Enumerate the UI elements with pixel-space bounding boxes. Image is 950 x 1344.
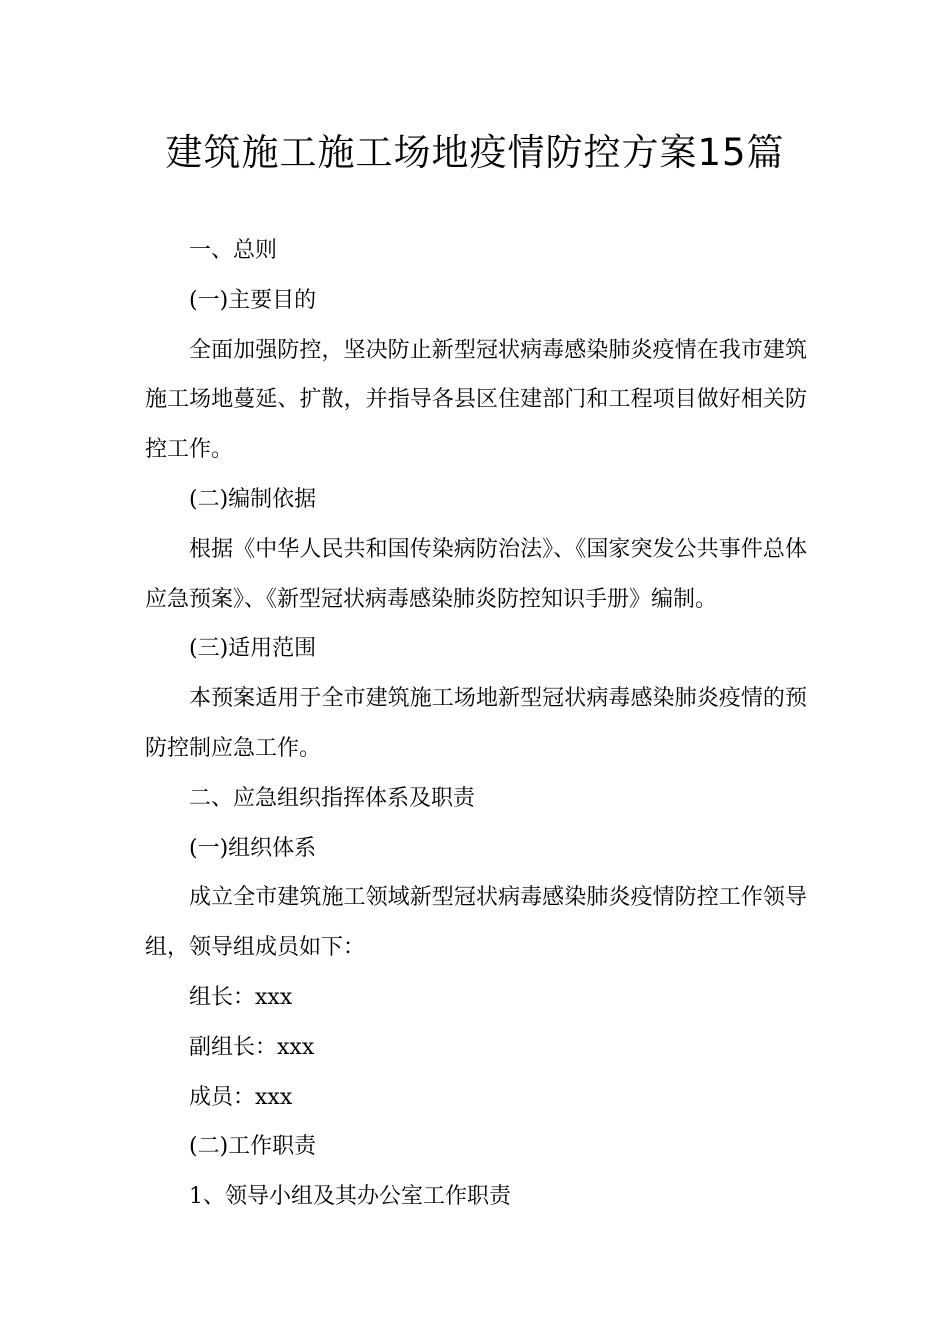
section-heading-organization: 二、应急组织指挥体系及职责 xyxy=(189,785,476,811)
list-item-leading-group-duties: 1、领导小组及其办公室工作职责 xyxy=(189,1184,511,1210)
subheading-org-system: (一)组织体系 xyxy=(189,835,317,861)
paragraph-basis: 根据《中华人民共和国传染病防治法》、《国家突发公共事件总体应急预案》、《新型冠状病毒感染肺炎防控知识手册》编制。 xyxy=(145,536,807,612)
members-line: 成员：xxx xyxy=(189,1084,293,1110)
section-heading-general: 一、总则 xyxy=(189,238,278,263)
subheading-scope: (三)适用范围 xyxy=(189,636,317,662)
subheading-main-purpose: (一)主要目的 xyxy=(189,287,317,313)
document-body xyxy=(145,226,807,1222)
document-title: 建筑施工施工场地疫情防控方案15篇 xyxy=(165,131,785,174)
team-leader-line: 组长：xxx xyxy=(189,984,293,1010)
paragraph-org-system: 成立全市建筑施工领域新型冠状病毒感染肺炎疫情防控工作领导组，领导组成员如下： xyxy=(145,885,807,961)
paragraph-main-purpose: 全面加强防控，坚决防止新型冠状病毒感染肺炎疫情在我市建筑施工场地蔓延、扩散，并指导各县区住建部门和工程项目做好相关防控工作。 xyxy=(145,337,807,463)
subheading-basis: (二)编制依据 xyxy=(189,486,317,512)
paragraph-scope: 本预案适用于全市建筑施工场地新型冠状病毒感染肺炎疫情的预防控制应急工作。 xyxy=(145,686,807,761)
deputy-leader-line: 副组长：xxx xyxy=(189,1034,315,1060)
subheading-duties: (二)工作职责 xyxy=(189,1134,317,1160)
